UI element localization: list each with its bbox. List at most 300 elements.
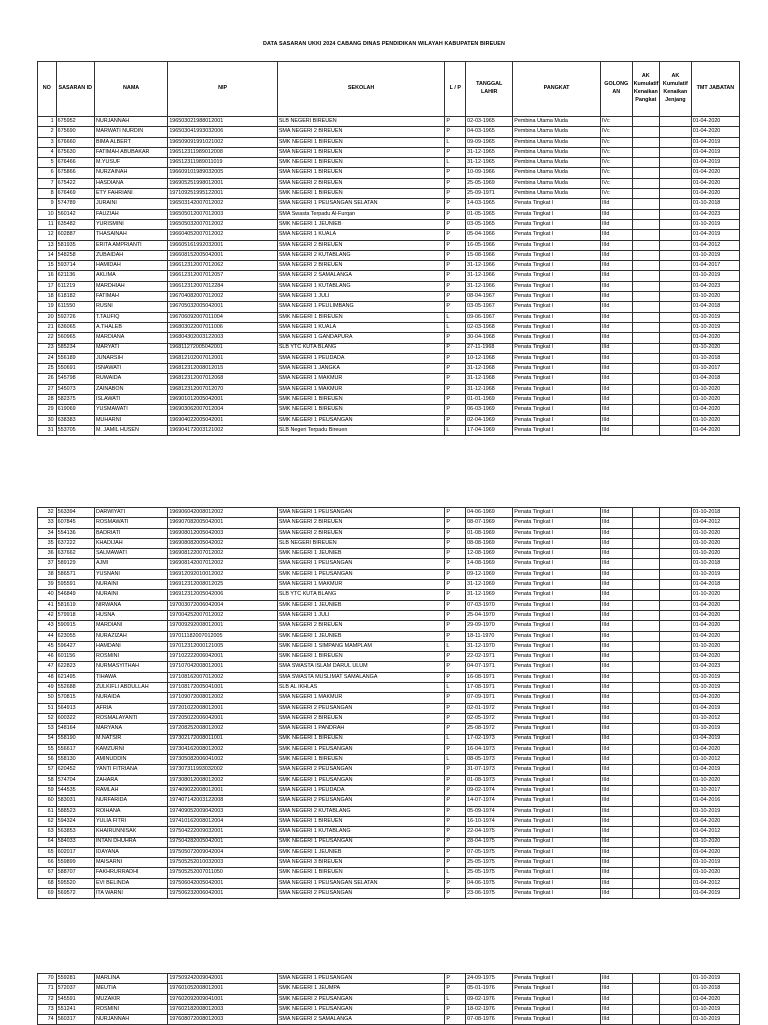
cell-no: 27 <box>38 384 57 394</box>
cell-nip: 197302172008011001 <box>168 734 278 744</box>
cell-pangkat: Penata Tingkat I <box>513 672 601 682</box>
cell-lp: P <box>445 250 466 260</box>
cell-nip: 196608152005042001 <box>168 250 278 260</box>
cell-lp: P <box>445 847 466 857</box>
cell-nama: HASDIANA <box>94 178 167 188</box>
cell-tanggal-lahir: 17-04-1969 <box>466 425 513 435</box>
table-row <box>38 508 740 518</box>
cell-tmt-jabatan: 01-10-2019 <box>691 1004 739 1014</box>
cell-tanggal-lahir: 31-07-1973 <box>466 765 513 775</box>
cell-tmt-jabatan: 01-10-2020 <box>691 775 739 785</box>
cell-tmt-jabatan: 01-04-2020 <box>691 652 739 662</box>
cell-pangkat: Pembina Utama Muda <box>513 168 601 178</box>
cell-nip: 196505032007012002 <box>168 219 278 229</box>
cell-ak-pangkat <box>632 1015 659 1025</box>
cell-golongan: IIId <box>600 528 632 538</box>
table-row <box>38 147 740 157</box>
cell-no: 14 <box>38 250 57 260</box>
cell-golongan: IVc <box>600 147 632 157</box>
cell-sasaran-id: 564913 <box>56 703 94 713</box>
cell-pangkat: Penata Tingkat I <box>513 796 601 806</box>
cell-no: 60 <box>38 796 57 806</box>
cell-tmt-jabatan: 01-10-2020 <box>691 641 739 651</box>
table-row <box>38 888 740 898</box>
cell-no: 23 <box>38 343 57 353</box>
cell-no: 21 <box>38 322 57 332</box>
cell-no: 9 <box>38 199 57 209</box>
cell-nama: ITA WARNI <box>94 888 167 898</box>
cell-tmt-jabatan: 01-10-2020 <box>691 868 739 878</box>
cell-no: 41 <box>38 600 57 610</box>
cell-golongan: IIId <box>600 703 632 713</box>
cell-tmt-jabatan: 01-10-2020 <box>691 292 739 302</box>
cell-tmt-jabatan: 01-10-2017 <box>691 364 739 374</box>
cell-sekolah: SMA NEGERI 2 BIREUEN <box>277 240 445 250</box>
cell-tanggal-lahir: 07-03-1970 <box>466 600 513 610</box>
cell-nip: 196812312008012015 <box>168 364 278 374</box>
cell-sekolah: SMA NEGERI 2 KUTABLANG <box>277 806 445 816</box>
cell-golongan: IIId <box>600 374 632 384</box>
table-row <box>38 1004 740 1014</box>
cell-sasaran-id: 595591 <box>56 580 94 590</box>
cell-golongan: IIId <box>600 994 632 1004</box>
cell-ak-pangkat <box>632 137 659 147</box>
cell-ak-pangkat <box>632 147 659 157</box>
cell-lp: P <box>445 549 466 559</box>
cell-lp: P <box>445 1015 466 1025</box>
cell-ak-jenjang <box>659 580 691 590</box>
cell-nip: 197201022008012001 <box>168 703 278 713</box>
cell-lp: P <box>445 765 466 775</box>
cell-nip: 197009292008012001 <box>168 621 278 631</box>
cell-pangkat: Pembina Utama Muda <box>513 147 601 157</box>
cell-nip: 196908012005042003 <box>168 528 278 538</box>
cell-ak-pangkat <box>632 538 659 548</box>
cell-tanggal-lahir: 31-12-1968 <box>466 374 513 384</box>
cell-nip: 196908142007012002 <box>168 559 278 569</box>
cell-lp: P <box>445 281 466 291</box>
cell-tanggal-lahir: 08-04-1967 <box>466 292 513 302</box>
cell-golongan: IIId <box>600 837 632 847</box>
cell-golongan: IIId <box>600 292 632 302</box>
cell-ak-jenjang <box>659 199 691 209</box>
cell-pangkat: Pembina Utama Muda <box>513 117 601 127</box>
cell-nip: 197602182008012003 <box>168 1004 278 1014</box>
cell-ak-pangkat <box>632 219 659 229</box>
cell-ak-jenjang <box>659 755 691 765</box>
cell-ak-pangkat <box>632 281 659 291</box>
table-row <box>38 847 740 857</box>
cell-sekolah: SMK NEGERI 1 PEUSANGAN <box>277 415 445 425</box>
cell-nip: 196512311989012008 <box>168 147 278 157</box>
header-tanggal-lahir: TANGGAL LAHIR <box>466 62 513 117</box>
cell-lp: P <box>445 816 466 826</box>
cell-no: 35 <box>38 538 57 548</box>
cell-no: 32 <box>38 508 57 518</box>
cell-tmt-jabatan: 01-04-2023 <box>691 662 739 672</box>
table-row <box>38 271 740 281</box>
cell-sekolah: SMA NEGERI 1 BIREUEN <box>277 168 445 178</box>
cell-sekolah: SMA NEGERI 1 BIREUEN <box>277 816 445 826</box>
cell-tanggal-lahir: 24-09-1975 <box>466 974 513 984</box>
cell-nip: 197308012008012002 <box>168 775 278 785</box>
table-row <box>38 281 740 291</box>
cell-nip: 197004252007012002 <box>168 610 278 620</box>
cell-lp: P <box>445 796 466 806</box>
cell-tanggal-lahir: 31-12-1970 <box>466 641 513 651</box>
table-row <box>38 786 740 796</box>
table-row <box>38 158 740 168</box>
cell-tmt-jabatan: 01-10-2020 <box>691 528 739 538</box>
cell-ak-jenjang <box>659 847 691 857</box>
cell-sasaran-id: 572037 <box>56 984 94 994</box>
cell-sasaran-id: 563394 <box>56 508 94 518</box>
cell-tmt-jabatan: 01-10-2018 <box>691 984 739 994</box>
table-row <box>38 250 740 260</box>
cell-lp: P <box>445 127 466 137</box>
cell-lp: P <box>445 878 466 888</box>
cell-sekolah: SMK NEGERI 1 JEUNIEB <box>277 600 445 610</box>
cell-lp: P <box>445 117 466 127</box>
cell-no: 8 <box>38 189 57 199</box>
cell-lp: L <box>445 322 466 332</box>
cell-no: 10 <box>38 209 57 219</box>
cell-no: 19 <box>38 302 57 312</box>
cell-nama: INTAN DHUHRA <box>94 837 167 847</box>
cell-sekolah: SMA NEGERI 1 GANDAPURA <box>277 333 445 343</box>
cell-nip: 196612312007012062 <box>168 261 278 271</box>
cell-nip: 197409052009042003 <box>168 806 278 816</box>
cell-ak-jenjang <box>659 230 691 240</box>
cell-no: 22 <box>38 333 57 343</box>
cell-lp: L <box>445 734 466 744</box>
cell-no: 4 <box>38 147 57 157</box>
cell-nama: EVI BELINDA <box>94 878 167 888</box>
cell-nip: 196804302003122003 <box>168 333 278 343</box>
cell-tanggal-lahir: 09-02-1976 <box>466 994 513 1004</box>
cell-tmt-jabatan: 01-04-2017 <box>691 261 739 271</box>
table-row <box>38 219 740 229</box>
cell-lp: P <box>445 343 466 353</box>
cell-ak-pangkat <box>632 425 659 435</box>
cell-sekolah: SMA NEGERI 1 KUTABLANG <box>277 827 445 837</box>
cell-tanggal-lahir: 31-12-1968 <box>466 384 513 394</box>
cell-sasaran-id: 585234 <box>56 343 94 353</box>
cell-nama: YULIA FITRI <box>94 816 167 826</box>
cell-golongan: IIId <box>600 600 632 610</box>
table-row <box>38 189 740 199</box>
cell-pangkat: Penata Tingkat I <box>513 652 601 662</box>
cell-lp: P <box>445 559 466 569</box>
cell-ak-pangkat <box>632 837 659 847</box>
cell-sekolah: SMA NEGERI 3 BIREUEN <box>277 858 445 868</box>
cell-sekolah: SMA NEGERI 1 MAKMUR <box>277 580 445 590</box>
cell-no: 62 <box>38 816 57 826</box>
cell-sasaran-id: 636065 <box>56 322 94 332</box>
cell-no: 11 <box>38 219 57 229</box>
cell-golongan: IIId <box>600 672 632 682</box>
cell-pangkat: Penata Tingkat I <box>513 219 601 229</box>
cell-ak-pangkat <box>632 693 659 703</box>
table-row <box>38 137 740 147</box>
cell-tmt-jabatan: 01-04-2012 <box>691 518 739 528</box>
cell-tmt-jabatan: 01-04-2018 <box>691 302 739 312</box>
cell-no: 33 <box>38 518 57 528</box>
cell-nip: 197505072009042004 <box>168 847 278 857</box>
cell-nama: RAMLAH <box>94 786 167 796</box>
cell-tmt-jabatan: 01-04-2012 <box>691 878 739 888</box>
cell-tanggal-lahir: 01-01-1969 <box>466 395 513 405</box>
cell-ak-pangkat <box>632 847 659 857</box>
cell-ak-pangkat <box>632 178 659 188</box>
cell-no: 44 <box>38 631 57 641</box>
table-row <box>38 405 740 415</box>
cell-golongan: IIId <box>600 230 632 240</box>
cell-ak-pangkat <box>632 405 659 415</box>
cell-pangkat: Penata Tingkat I <box>513 858 601 868</box>
cell-nama: A.THALEB <box>94 322 167 332</box>
cell-nama: ROSMINI <box>94 1004 167 1014</box>
cell-tmt-jabatan: 01-10-2018 <box>691 353 739 363</box>
cell-ak-pangkat <box>632 261 659 271</box>
cell-sasaran-id: 581619 <box>56 600 94 610</box>
cell-nama: M.YUSUF <box>94 158 167 168</box>
table-row <box>38 827 740 837</box>
cell-sekolah: SMA SWASTA MUSLIMAT SAMALANGA <box>277 672 445 682</box>
cell-lp: P <box>445 974 466 984</box>
cell-ak-pangkat <box>632 652 659 662</box>
cell-tanggal-lahir: 25-04-1970 <box>466 610 513 620</box>
cell-ak-jenjang <box>659 994 691 1004</box>
cell-ak-jenjang <box>659 652 691 662</box>
cell-golongan: IIId <box>600 518 632 528</box>
cell-pangkat: Penata Tingkat I <box>513 683 601 693</box>
cell-tmt-jabatan: 01-04-2020 <box>691 189 739 199</box>
table-row <box>38 230 740 240</box>
cell-lp: P <box>445 888 466 898</box>
cell-sasaran-id: 621495 <box>56 672 94 682</box>
cell-nip: 197608072008012003 <box>168 1015 278 1025</box>
cell-golongan: IIId <box>600 322 632 332</box>
cell-nip: 196503041993032006 <box>168 127 278 137</box>
cell-pangkat: Penata Tingkat I <box>513 312 601 322</box>
cell-nip: 196905251998012001 <box>168 178 278 188</box>
cell-pangkat: Penata Tingkat I <box>513 590 601 600</box>
cell-sekolah: SLB NEGERI BIREUEN <box>277 538 445 548</box>
cell-ak-jenjang <box>659 837 691 847</box>
table-row <box>38 796 740 806</box>
cell-nama: JUNARSIH <box>94 353 167 363</box>
cell-nip: 197108162007012002 <box>168 672 278 682</box>
cell-tanggal-lahir: 14-08-1969 <box>466 559 513 569</box>
cell-golongan: IIId <box>600 1004 632 1014</box>
cell-ak-pangkat <box>632 189 659 199</box>
cell-tmt-jabatan: 01-04-2020 <box>691 127 739 137</box>
cell-golongan: IIId <box>600 652 632 662</box>
table-row <box>38 395 740 405</box>
cell-pangkat: Penata Tingkat I <box>513 662 601 672</box>
cell-ak-jenjang <box>659 333 691 343</box>
cell-golongan: IVc <box>600 178 632 188</box>
cell-nama: TIHAWA <box>94 672 167 682</box>
cell-no: 73 <box>38 1004 57 1014</box>
cell-ak-pangkat <box>632 672 659 682</box>
cell-ak-jenjang <box>659 405 691 415</box>
cell-ak-jenjang <box>659 189 691 199</box>
cell-sekolah: SMA NEGERI 1 PEULIMBANG <box>277 302 445 312</box>
cell-nip: 196605161992032001 <box>168 240 278 250</box>
cell-no: 66 <box>38 858 57 868</box>
cell-ak-pangkat <box>632 724 659 734</box>
cell-lp: P <box>445 744 466 754</box>
cell-lp: P <box>445 518 466 528</box>
cell-sekolah: SMK NEGERI 1 BIREUEN <box>277 734 445 744</box>
cell-pangkat: Penata Tingkat I <box>513 786 601 796</box>
cell-tmt-jabatan: 01-10-2012 <box>691 755 739 765</box>
cell-ak-pangkat <box>632 827 659 837</box>
cell-nama: KAMZURNI <box>94 744 167 754</box>
cell-ak-jenjang <box>659 137 691 147</box>
cell-sasaran-id: 602887 <box>56 230 94 240</box>
cell-sekolah: SMK NEGERI 1 BIREUEN <box>277 137 445 147</box>
cell-sasaran-id: 560965 <box>56 333 94 343</box>
cell-nama: MEUTIA <box>94 984 167 994</box>
cell-sekolah: SMA NEGERI 2 BIREUEN <box>277 518 445 528</box>
cell-golongan: IVc <box>600 117 632 127</box>
cell-sasaran-id: 619069 <box>56 405 94 415</box>
cell-ak-jenjang <box>659 271 691 281</box>
cell-sekolah: SMA NEGERI 1 KUALA <box>277 322 445 332</box>
cell-sasaran-id: 579918 <box>56 610 94 620</box>
cell-nip: 197409022008012001 <box>168 786 278 796</box>
table-row <box>38 652 740 662</box>
cell-tanggal-lahir: 31-12-1969 <box>466 590 513 600</box>
cell-nama: IDAYANA <box>94 847 167 857</box>
cell-sekolah: SMK NEGERI 1 PEUSANGAN <box>277 744 445 754</box>
cell-nip: 196803022007011006 <box>168 322 278 332</box>
cell-no: 30 <box>38 415 57 425</box>
cell-no: 5 <box>38 158 57 168</box>
cell-pangkat: Penata Tingkat I <box>513 528 601 538</box>
cell-tmt-jabatan: 01-04-2018 <box>691 580 739 590</box>
cell-nip: 196901012005042001 <box>168 395 278 405</box>
cell-tmt-jabatan: 01-04-2019 <box>691 137 739 147</box>
cell-tanggal-lahir: 31-12-1965 <box>466 158 513 168</box>
cell-pangkat: Penata Tingkat I <box>513 364 601 374</box>
cell-ak-pangkat <box>632 302 659 312</box>
header-lp: L / P <box>445 62 466 117</box>
cell-tanggal-lahir: 04-06-1975 <box>466 878 513 888</box>
table-row <box>38 765 740 775</box>
cell-tanggal-lahir: 14-07-1974 <box>466 796 513 806</box>
cell-nip: 197109251995122001 <box>168 189 278 199</box>
cell-pangkat: Penata Tingkat I <box>513 415 601 425</box>
cell-golongan: IIId <box>600 974 632 984</box>
cell-no: 64 <box>38 837 57 847</box>
cell-nip: 196811272005042001 <box>168 343 278 353</box>
cell-nama: NURAIDA <box>94 693 167 703</box>
cell-nama: HUSNA <box>94 610 167 620</box>
cell-sekolah: SLB YTC KUTA BLANG <box>277 343 445 353</box>
cell-sasaran-id: 676466 <box>56 158 94 168</box>
cell-golongan: IVc <box>600 137 632 147</box>
cell-golongan: IIId <box>600 796 632 806</box>
cell-sasaran-id: 556189 <box>56 353 94 363</box>
cell-sekolah: SMK NEGERI 1 PEUSANGAN <box>277 569 445 579</box>
cell-sasaran-id: 582375 <box>56 395 94 405</box>
cell-pangkat: Penata Tingkat I <box>513 1015 601 1025</box>
cell-sasaran-id: 556617 <box>56 744 94 754</box>
cell-nip: 196509091991021002 <box>168 137 278 147</box>
table-row <box>38 199 740 209</box>
cell-ak-jenjang <box>659 425 691 435</box>
cell-pangkat: Penata Tingkat I <box>513 508 601 518</box>
table-row <box>38 806 740 816</box>
cell-lp: P <box>445 302 466 312</box>
cell-no: 53 <box>38 724 57 734</box>
cell-no: 15 <box>38 261 57 271</box>
cell-sekolah: SMA NEGERI 1 MAKMUR <box>277 384 445 394</box>
data-table-2 <box>37 507 740 899</box>
cell-nama: SALMAWATI <box>94 549 167 559</box>
cell-sekolah: SMK NEGERI 1 BIREUEN <box>277 395 445 405</box>
cell-lp: L <box>445 683 466 693</box>
cell-ak-pangkat <box>632 641 659 651</box>
cell-nip: 197011182007012005 <box>168 631 278 641</box>
cell-ak-pangkat <box>632 333 659 343</box>
cell-sekolah: SMK NEGERI 2 PEUSANGAN <box>277 994 445 1004</box>
cell-no: 12 <box>38 230 57 240</box>
cell-ak-jenjang <box>659 312 691 322</box>
cell-ak-pangkat <box>632 292 659 302</box>
cell-ak-pangkat <box>632 868 659 878</box>
cell-sekolah: SMK NEGERI 1 BIREUEN <box>277 755 445 765</box>
cell-nama: YURISMINI <box>94 219 167 229</box>
cell-golongan: IIId <box>600 312 632 322</box>
cell-pangkat: Penata Tingkat I <box>513 631 601 641</box>
cell-nama: BADRIATI <box>94 528 167 538</box>
cell-nama: FATIMAH <box>94 292 167 302</box>
cell-tmt-jabatan: 01-04-2019 <box>691 765 739 775</box>
table-row <box>38 580 740 590</box>
cell-tanggal-lahir: 25-08-1972 <box>466 724 513 734</box>
table-row <box>38 703 740 713</box>
cell-tanggal-lahir: 02-05-1972 <box>466 713 513 723</box>
cell-nama: FATIMAH ABUBAKAR <box>94 147 167 157</box>
cell-sasaran-id: 581935 <box>56 240 94 250</box>
cell-golongan: IIId <box>600 713 632 723</box>
cell-nama: YUSNANI <box>94 569 167 579</box>
cell-ak-pangkat <box>632 755 659 765</box>
cell-nip: 197602092009041001 <box>168 994 278 1004</box>
cell-no: 36 <box>38 549 57 559</box>
cell-tmt-jabatan: 01-10-2020 <box>691 343 739 353</box>
cell-ak-jenjang <box>659 538 691 548</box>
cell-pangkat: Pembina Utama Muda <box>513 189 601 199</box>
cell-nama: ISLAWATI <box>94 395 167 405</box>
cell-pangkat: Penata Tingkat I <box>513 765 601 775</box>
table-row <box>38 353 740 363</box>
cell-tanggal-lahir: 05-09-1974 <box>466 806 513 816</box>
cell-ak-jenjang <box>659 786 691 796</box>
cell-lp: P <box>445 713 466 723</box>
cell-pangkat: Penata Tingkat I <box>513 744 601 754</box>
cell-pangkat: Penata Tingkat I <box>513 775 601 785</box>
cell-tmt-jabatan: 01-10-2019 <box>691 672 739 682</box>
cell-ak-pangkat <box>632 888 659 898</box>
cell-golongan: IIId <box>600 693 632 703</box>
cell-tmt-jabatan: 01-10-2017 <box>691 786 739 796</box>
